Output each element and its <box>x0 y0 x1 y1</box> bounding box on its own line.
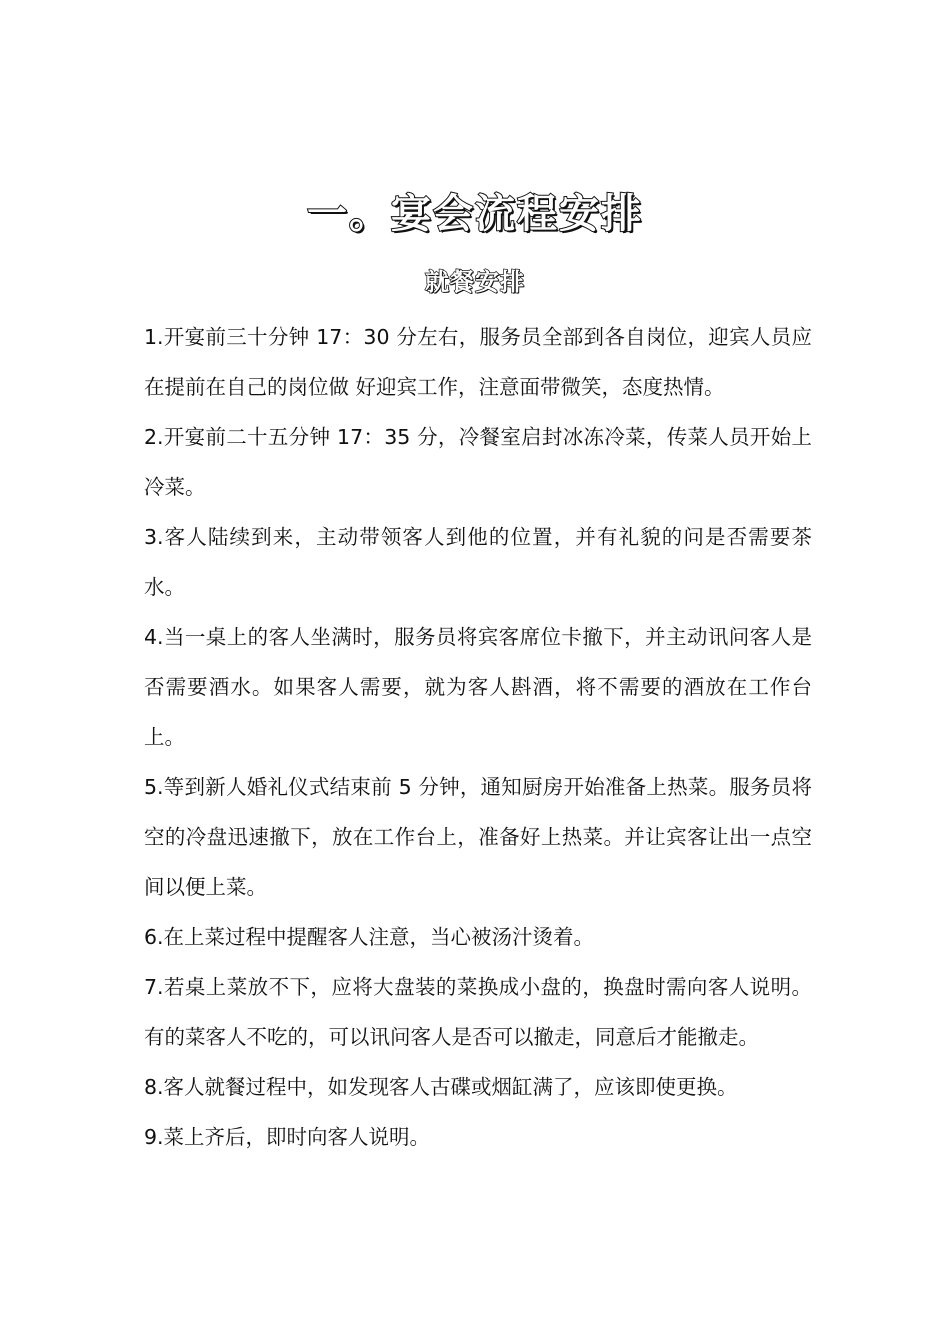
section-heading: 就餐安排 <box>425 268 525 296</box>
list-item: 8.客人就餐过程中，如发现客人古碟或烟缸满了，应该即使更换。 <box>144 1075 738 1099</box>
list-item: 3.客人陆续到来，主动带领客人到他的位置，并有礼貌的问是否需要茶水。 <box>144 525 812 599</box>
list-item: 5.等到新人婚礼仪式结束前 5 分钟，通知厨房开始准备上热菜。服务员将空的冷盘迅速撤下，放在工作台上，准备好上热菜。并让宾客让出一点空间以便上菜。 <box>144 775 812 899</box>
list-item: 4.当一桌上的客人坐满时，服务员将宾客席位卡撤下，并主动讯问客人是否需要酒水。如果客人需要，就为客人斟酒，将不需要的酒放在工作台上。 <box>144 625 812 749</box>
procedure-list <box>144 312 812 1162</box>
page-title: 一。宴会流程安排 <box>307 191 643 237</box>
list-item: 6.在上菜过程中提醒客人注意，当心被汤汁烫着。 <box>144 925 595 949</box>
list-item: 2.开宴前二十五分钟 17：35 分，冷餐室启封冰冻冷菜，传菜人员开始上冷菜。 <box>144 425 812 499</box>
list-item: 1.开宴前三十分钟 17：30 分左右，服务员全部到各自岗位，迎宾人员应在提前在自己的岗位做 好迎宾工作，注意面带微笑，态度热情。 <box>144 325 812 399</box>
list-item: 7.若桌上菜放不下，应将大盘装的菜换成小盘的，换盘时需向客人说明。有的菜客人不吃的，可以讯问客人是否可以撤走，同意后才能撤走。 <box>144 975 812 1049</box>
list-item: 9.菜上齐后，即时向客人说明。 <box>144 1125 431 1149</box>
